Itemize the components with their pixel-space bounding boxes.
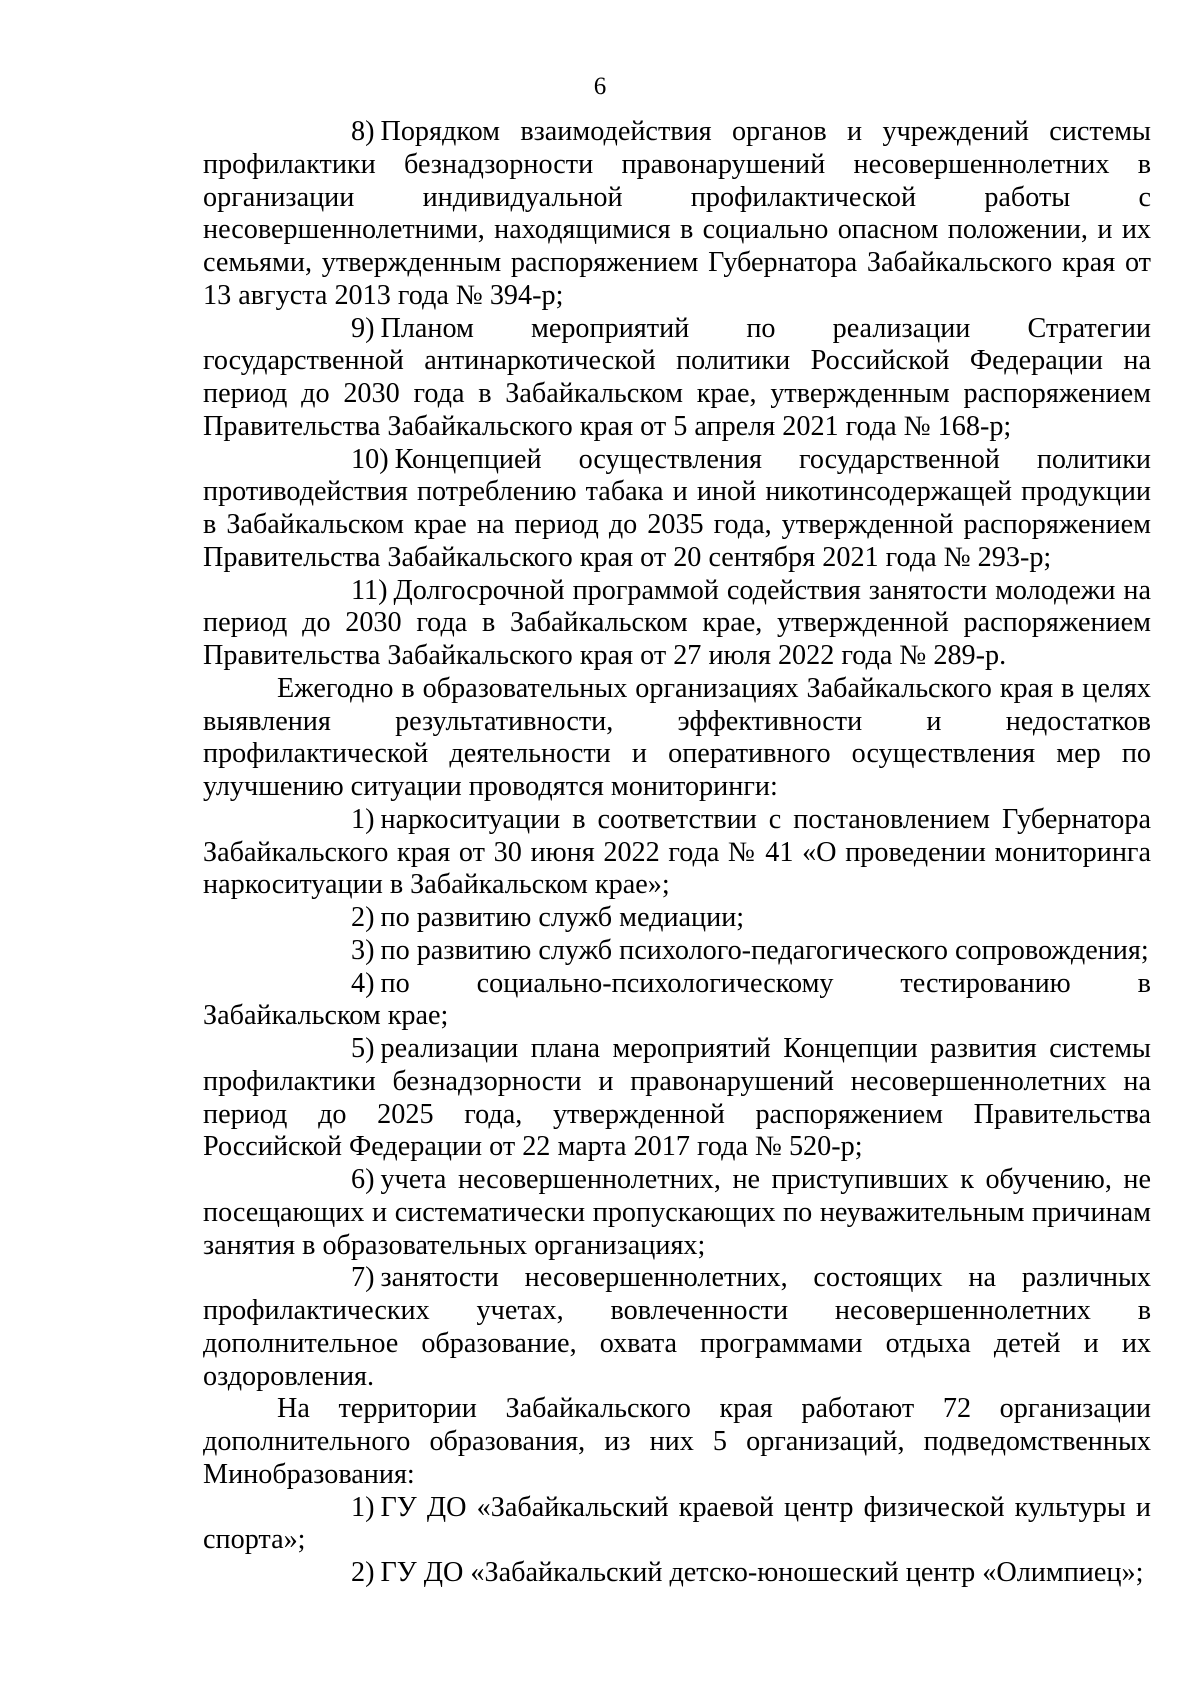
- paragraph-monitoring-5: [203, 1033, 1151, 1164]
- paragraph-monitoring-4: [203, 968, 1151, 1034]
- page-number: 6: [593, 73, 607, 100]
- item-number: 1): [351, 803, 375, 835]
- paragraph-text: На территории Забайкальского края работают 72 организации дополнительного образования, из них 5 организаций, подведомственных Минобразования:: [203, 1393, 1151, 1490]
- item-number: 6): [351, 1164, 375, 1195]
- paragraph-text: занятости несовершеннолетних, состоящих на различных профилактических учетах, вовлеченности несовершеннолетних в дополнительное образование, охвата программами отдыха детей и их оздоровления.: [203, 1262, 1151, 1392]
- paragraph-text: Долгосрочной программой содействия занятости молодежи на период до 2030 года в Забайкальском крае, утвержденной распоряжением Правительства Забайкальского края от 27 июля 2022 года № 289-р.: [203, 574, 1151, 671]
- item-number: 3): [351, 934, 375, 966]
- paragraph-text: Порядком взаимодействия органов и учреждений системы профилактики безнадзорности правонарушений несовершеннолетних в организации индивидуальной профилактической работы с несовершеннолетними, находящимися в социально опасном положении, и их семьями, утвержденным распоряжением Губернатора Забайкальского края от 13 августа 2013 года № 394-р;: [203, 116, 1151, 311]
- item-number: 2): [351, 1557, 375, 1588]
- paragraph-item-10: [203, 444, 1151, 575]
- item-number: 7): [351, 1262, 375, 1294]
- paragraph-text: по развитию служб психолого-педагогического сопровождения;: [380, 934, 1149, 966]
- paragraph-organization-2: [203, 1557, 1151, 1590]
- item-number: 2): [351, 902, 375, 933]
- document-body: [203, 116, 1151, 1590]
- paragraph-item-9: [203, 313, 1151, 444]
- paragraph-monitoring-intro: [203, 673, 1151, 804]
- item-number: 9): [351, 312, 375, 344]
- paragraph-text: ГУ ДО «Забайкальский детско-юношеский центр «Олимпиец»;: [380, 1557, 1144, 1588]
- paragraph-item-11: [203, 575, 1151, 673]
- paragraph-monitoring-2: [203, 902, 1151, 935]
- paragraph-item-8: [203, 116, 1151, 313]
- paragraph-text: по развитию служб медиации;: [380, 902, 745, 933]
- item-number: 10): [351, 443, 389, 475]
- paragraph-text: Концепцией осуществления государственной политики противодействия потреблению табака и иной никотинсодержащей продукции в Забайкальском крае на период до 2035 года, утвержденной распоряжением Правительства Забайкальского края от 20 сентября 2021 года № 293-р;: [203, 443, 1151, 573]
- paragraph-text: по социально-психологическому тестированию в Забайкальском крае;: [203, 967, 1151, 1032]
- paragraph-text: реализации плана мероприятий Концепции развития системы профилактики безнадзорности и правонарушений несовершеннолетних на период до 2025 года, утвержденной распоряжением Правительства Российской Федерации от 22 марта 2017 года № 520-р;: [203, 1033, 1151, 1163]
- paragraph-text: Планом мероприятий по реализации Стратегии государственной антинаркотической политики Российской Федерации на период до 2030 года в Забайкальском крае, утвержденным распоряжением Правительства Забайкальского края от 5 апреля 2021 года № 168-р;: [203, 312, 1151, 442]
- item-number: 8): [351, 116, 375, 147]
- paragraph-monitoring-3: [203, 935, 1151, 968]
- paragraph-monitoring-6: [203, 1164, 1151, 1262]
- paragraph-text: учета несовершеннолетних, не приступивших к обучению, не посещающих и систематически пропускающих по неуважительным причинам занятия в образовательных организациях;: [203, 1164, 1151, 1261]
- paragraph-text: Ежегодно в образовательных организациях Забайкальского края в целях выявления результативности, эффективности и недостатков профилактической деятельности и оперативного осуществления мер по улучшению ситуации проводятся мониторинги:: [203, 672, 1151, 802]
- item-number: 11): [351, 574, 388, 606]
- paragraph-text: ГУ ДО «Забайкальский краевой центр физической культуры и спорта»;: [203, 1491, 1151, 1556]
- paragraph-monitoring-7: [203, 1262, 1151, 1393]
- paragraph-organizations-intro: [203, 1393, 1151, 1491]
- paragraph-text: наркоситуации в соответствии с постановлением Губернатора Забайкальского края от 30 июня 2022 года № 41 «О проведении мониторинга наркоситуации в Забайкальском крае»;: [203, 803, 1151, 901]
- item-number: 5): [351, 1033, 375, 1064]
- item-number: 1): [351, 1491, 375, 1523]
- item-number: 4): [351, 967, 375, 999]
- paragraph-organization-1: [203, 1492, 1151, 1558]
- paragraph-monitoring-1: [203, 804, 1151, 902]
